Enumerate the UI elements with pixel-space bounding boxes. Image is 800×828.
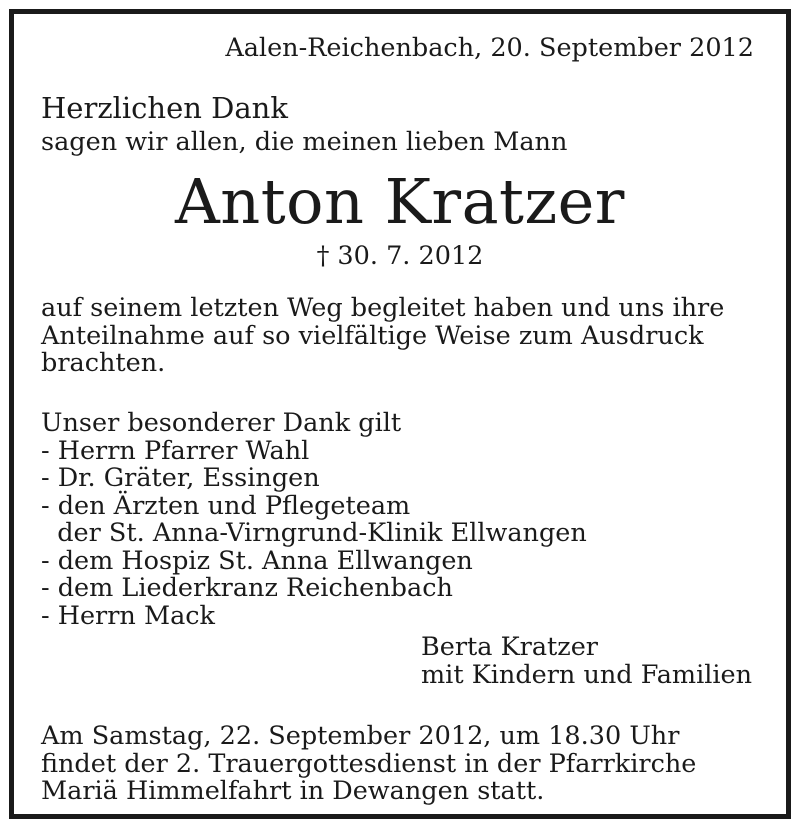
list-item: - dem Liederkranz Reichenbach bbox=[41, 573, 453, 603]
list-item: der St. Anna-Virngrund-Klinik Ellwangen bbox=[41, 518, 587, 548]
dateline: Aalen-Reichenbach, 20. September 2012 bbox=[225, 33, 754, 63]
service-line: findet der 2. Trauergottesdienst in der Pfarrkirche bbox=[41, 748, 697, 779]
special-thanks-heading: Unser besonderer Dank gilt bbox=[41, 408, 402, 438]
body-line: brachten. bbox=[41, 348, 166, 378]
death-date: † 30. 7. 2012 bbox=[316, 241, 484, 271]
signature-block bbox=[421, 634, 752, 689]
deceased-name: Anton Kratzer bbox=[175, 165, 625, 238]
signature-name: Berta Kratzer bbox=[421, 632, 598, 662]
list-item: - den Ärzten und Pflegeteam bbox=[41, 490, 411, 521]
thanks-subtitle: sagen wir allen, die meinen lieben Mann bbox=[41, 127, 568, 157]
service-line: Mariä Himmelfahrt in Dewangen statt. bbox=[41, 776, 545, 806]
service-announcement bbox=[41, 723, 696, 806]
list-item: - Herrn Mack bbox=[41, 600, 216, 631]
body-paragraph bbox=[41, 295, 724, 378]
obituary-notice bbox=[9, 9, 791, 819]
list-item: - Dr. Gräter, Essingen bbox=[41, 463, 320, 493]
body-line: Anteilnahme auf so vielfältige Weise zum Ausdruck bbox=[41, 320, 704, 351]
thanks-heading: Herzlichen Dank bbox=[41, 91, 288, 125]
body-line: auf seinem letzten Weg begleitet haben und uns ihre bbox=[41, 293, 725, 323]
service-line: Am Samstag, 22. September 2012, um 18.30 Uhr bbox=[41, 721, 680, 751]
special-thanks-list bbox=[41, 410, 587, 630]
list-item: - Herrn Pfarrer Wahl bbox=[41, 435, 310, 466]
signature-family: mit Kindern und Familien bbox=[421, 659, 753, 690]
list-item: - dem Hospiz St. Anna Ellwangen bbox=[41, 545, 473, 576]
